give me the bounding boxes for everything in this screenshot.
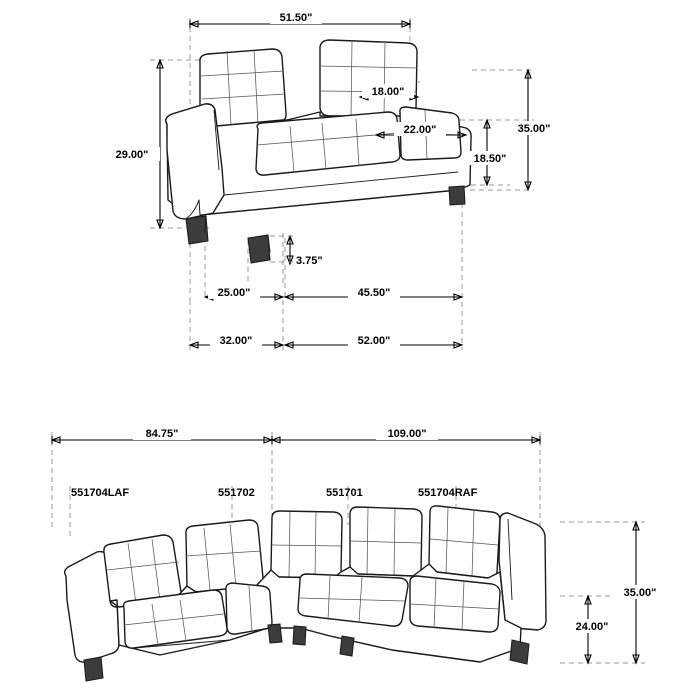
dim-left-section-width <box>52 426 272 444</box>
dim-label-cushion-back-height: 18.00" <box>371 86 405 98</box>
part-label-corner: 551701 <box>326 487 363 499</box>
dim-label-arm-height: 29.00" <box>115 149 149 161</box>
dim-sectional-overall-height <box>612 522 668 663</box>
part-label-raf: 551704RAF <box>418 487 478 499</box>
dim-label-depth-overall: 32.00" <box>219 335 253 347</box>
dim-top-width-back <box>190 10 410 28</box>
dim-label-sectional-overall-height: 35.00" <box>623 587 657 599</box>
sectional-leg-left <box>84 657 103 681</box>
sofa-leg-front-mid <box>248 235 270 263</box>
dim-leg-height <box>270 236 323 267</box>
sofa-leg-right <box>449 186 465 205</box>
dim-arm-height <box>104 60 163 228</box>
dim-label-left-section-width: 84.75" <box>145 428 179 440</box>
dim-label-right-section-width: 109.00" <box>387 428 427 440</box>
sectional-leg-corner-right <box>293 626 306 645</box>
dim-width-overall <box>285 333 462 348</box>
sofa-elevation-shape <box>166 40 471 263</box>
part-label-armless: 551702 <box>218 487 255 499</box>
dim-cushion-back-height <box>360 84 418 100</box>
dim-label-width-overall: 52.00" <box>357 335 391 347</box>
dim-arm-depth <box>205 285 283 300</box>
dim-label-seat-width: 45.50" <box>357 287 391 299</box>
dim-label-seat-height: 18.50" <box>473 153 507 165</box>
dim-label-overall-height: 35.00" <box>517 123 551 135</box>
part-label-laf: 551704LAF <box>71 487 130 499</box>
bottom-sectional-group <box>52 426 668 681</box>
sectional-leg-mid <box>340 636 354 656</box>
dim-label-top-width-back: 51.50" <box>279 12 313 24</box>
sectional-leg-corner-left <box>268 624 282 643</box>
dim-label-leg-height: 3.75" <box>296 255 323 267</box>
dim-label-sectional-arm-height: 24.00" <box>575 621 609 633</box>
dim-label-arm-depth: 25.00" <box>217 287 251 299</box>
dim-sectional-arm-height <box>564 596 620 663</box>
part-labels <box>71 487 478 499</box>
top-sofa-group <box>104 10 560 350</box>
dim-label-seat-depth-inner: 22.00" <box>403 124 437 136</box>
dim-right-section-width <box>272 426 540 444</box>
sectional-shape <box>65 506 546 681</box>
dim-depth-overall <box>190 333 283 348</box>
dim-seat-width <box>285 285 462 300</box>
dim-overall-height <box>470 70 560 190</box>
sectional-leg-right <box>510 640 529 664</box>
